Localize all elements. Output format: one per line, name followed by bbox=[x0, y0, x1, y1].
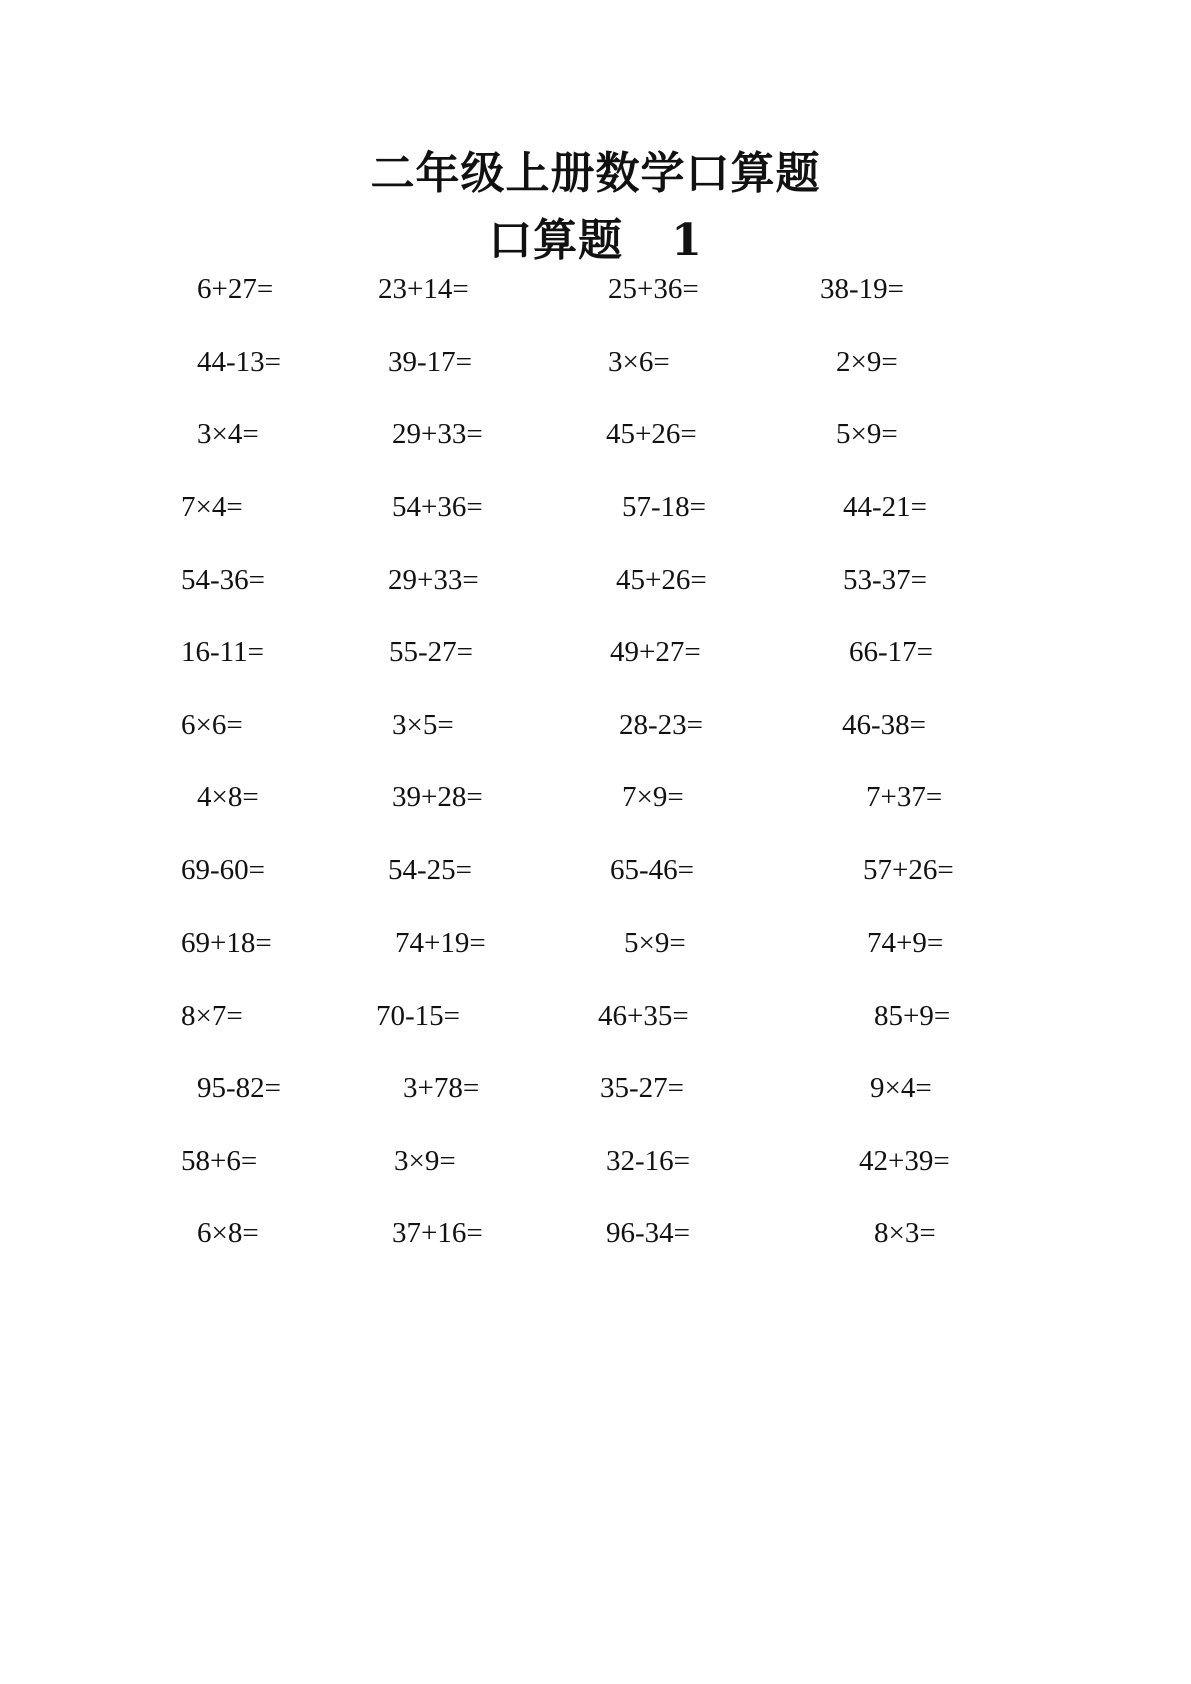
problem-r6-c4: 66-17= bbox=[849, 636, 934, 668]
problem-r14-c4: 8×3= bbox=[874, 1217, 936, 1249]
problem-r5-c4: 53-37= bbox=[843, 564, 928, 596]
worksheet-number: 1 bbox=[671, 215, 703, 266]
problem-r9-c3: 65-46= bbox=[610, 854, 695, 886]
problem-r13-c4: 42+39= bbox=[859, 1145, 950, 1177]
problem-r5-c3: 45+26= bbox=[616, 564, 707, 596]
problem-r10-c3: 5×9= bbox=[624, 927, 686, 959]
problem-r12-c1: 95-82= bbox=[197, 1072, 282, 1104]
problem-r13-c1: 58+6= bbox=[181, 1145, 258, 1177]
problem-r2-c4: 2×9= bbox=[836, 346, 898, 378]
problem-r13-c2: 3×9= bbox=[394, 1145, 456, 1177]
worksheet-label: 口算题 bbox=[488, 215, 624, 266]
page-title: 二年级上册数学口算题 bbox=[370, 148, 821, 199]
problem-r11-c4: 85+9= bbox=[874, 1000, 951, 1032]
problem-r7-c4: 46-38= bbox=[842, 709, 927, 741]
problem-r9-c2: 54-25= bbox=[388, 854, 473, 886]
problem-r3-c2: 29+33= bbox=[392, 418, 483, 450]
problem-r2-c2: 39-17= bbox=[388, 346, 473, 378]
problem-r9-c1: 69-60= bbox=[181, 854, 266, 886]
problem-r10-c1: 69+18= bbox=[181, 927, 272, 959]
problem-r2-c1: 44-13= bbox=[197, 346, 282, 378]
problem-r4-c1: 7×4= bbox=[181, 491, 243, 523]
problem-r9-c4: 57+26= bbox=[863, 854, 954, 886]
problem-r5-c1: 54-36= bbox=[181, 564, 266, 596]
problem-r4-c2: 54+36= bbox=[392, 491, 483, 523]
problem-r1-c4: 38-19= bbox=[820, 273, 905, 305]
problem-r3-c1: 3×4= bbox=[197, 418, 259, 450]
problem-r6-c3: 49+27= bbox=[610, 636, 701, 668]
problem-r8-c3: 7×9= bbox=[622, 781, 684, 813]
problem-r1-c3: 25+36= bbox=[608, 273, 699, 305]
problem-r7-c3: 28-23= bbox=[619, 709, 704, 741]
problem-r11-c3: 46+35= bbox=[598, 1000, 689, 1032]
problem-r1-c1: 6+27= bbox=[197, 273, 274, 305]
problem-r12-c3: 35-27= bbox=[600, 1072, 685, 1104]
problem-r4-c3: 57-18= bbox=[622, 491, 707, 523]
problem-r11-c1: 8×7= bbox=[181, 1000, 243, 1032]
problem-r14-c1: 6×8= bbox=[197, 1217, 259, 1249]
problem-r10-c4: 74+9= bbox=[867, 927, 944, 959]
problem-r12-c4: 9×4= bbox=[870, 1072, 932, 1104]
problem-r7-c1: 6×6= bbox=[181, 709, 243, 741]
problem-r3-c4: 5×9= bbox=[836, 418, 898, 450]
problem-r3-c3: 45+26= bbox=[606, 418, 697, 450]
problem-r2-c3: 3×6= bbox=[608, 346, 670, 378]
problem-r6-c1: 16-11= bbox=[181, 636, 264, 668]
problem-r7-c2: 3×5= bbox=[392, 709, 454, 741]
problem-r13-c3: 32-16= bbox=[606, 1145, 691, 1177]
problem-r8-c2: 39+28= bbox=[392, 781, 483, 813]
problem-r4-c4: 44-21= bbox=[843, 491, 928, 523]
problem-r14-c3: 96-34= bbox=[606, 1217, 691, 1249]
problem-r1-c2: 23+14= bbox=[378, 273, 469, 305]
problem-r10-c2: 74+19= bbox=[395, 927, 486, 959]
problem-r8-c4: 7+37= bbox=[866, 781, 943, 813]
problem-r6-c2: 55-27= bbox=[389, 636, 474, 668]
problem-r11-c2: 70-15= bbox=[376, 1000, 461, 1032]
problem-r14-c2: 37+16= bbox=[392, 1217, 483, 1249]
problem-r5-c2: 29+33= bbox=[388, 564, 479, 596]
problem-r8-c1: 4×8= bbox=[197, 781, 259, 813]
problem-r12-c2: 3+78= bbox=[403, 1072, 480, 1104]
